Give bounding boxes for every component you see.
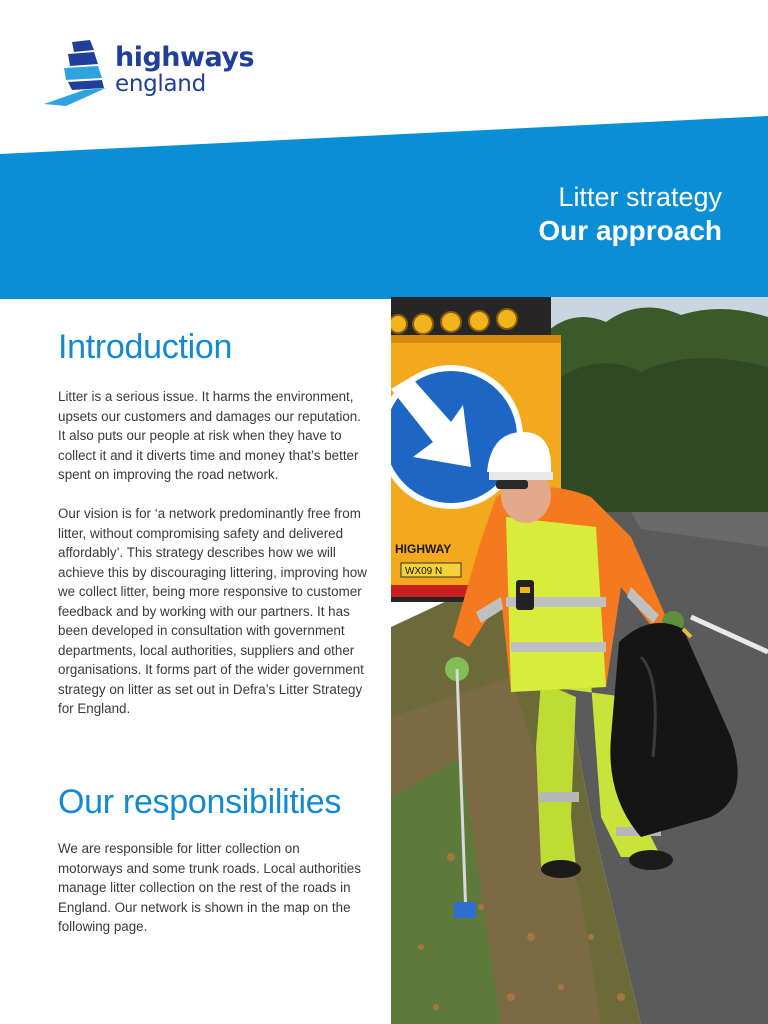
responsibilities-heading: Our responsibilities xyxy=(58,783,342,821)
banner-title: Our approach xyxy=(538,215,722,246)
roadside-scene-illustration xyxy=(391,297,768,1024)
introduction-heading: Introduction xyxy=(58,328,233,366)
logo-line1: highways xyxy=(115,42,255,73)
responsibilities-paragraph: We are responsible for litter collection on motorways and some trunk roads. Local authorities manage litter collection on the rest of the roads in England. Our network is shown in the map on the following page. xyxy=(58,841,361,934)
highways-england-logo xyxy=(44,40,284,110)
truck-sign-text: HIGHWAY xyxy=(395,542,452,556)
litter-picker-photo xyxy=(391,297,768,1024)
intro-section xyxy=(58,325,368,719)
logo-wordmark xyxy=(115,44,254,96)
logo-mark-icon xyxy=(44,40,112,106)
banner-title-block xyxy=(538,181,722,248)
banner-subtitle: Litter strategy xyxy=(558,182,722,212)
truck-plate-text: WX09 N xyxy=(405,566,443,577)
logo-line2: england xyxy=(115,71,206,97)
intro-paragraph-1: Litter is a serious issue. It harms the environment, upsets our customers and damages our reputation. It also puts our people at risk when they have to collect it and it diverts time and money that’s better spent on improving the road network. xyxy=(58,389,361,482)
intro-paragraph-2: Our vision is for ‘a network predominantly free from litter, without compromising safety and delivered affordably’. This strategy describes how we will achieve this by discouraging littering, improving how we collect litter, being more responsive to customer feedback and by working with our partners. It has been developed in consultation with government departments, local authorities, suppliers and other organisations. It forms part of the wider government strategy on litter as set out in Defra’s Litter Strategy for England. xyxy=(58,506,367,716)
